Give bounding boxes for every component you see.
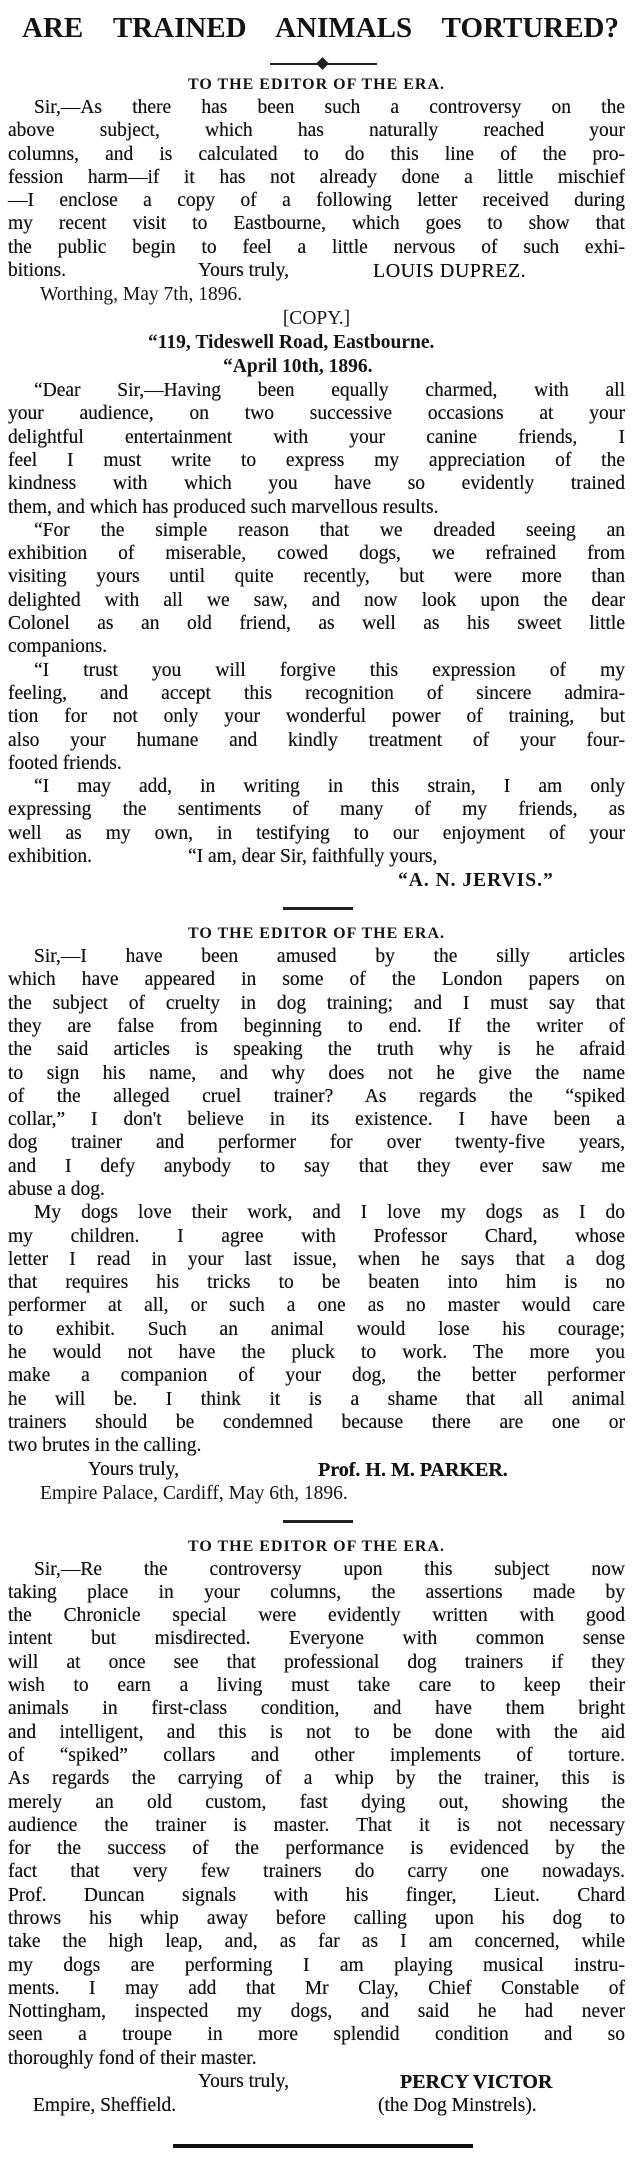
signature-part: Yours truly, (198, 2071, 290, 2093)
text-line: taking place in your columns, the assertions made by (8, 1581, 625, 1603)
text-line: merely an old custom, fast dying out, showing the (8, 1791, 625, 1813)
text-line: the public begin to feel a little nervous of such exhi- (8, 236, 625, 258)
signature-part: “I am, dear Sir, faithfully yours, (188, 846, 438, 868)
text-line: feeling, and accept this recognition of sincere admira- (8, 682, 625, 704)
text-line: As regards the carrying of a whip by the trainer, this is (8, 1768, 625, 1790)
text-line: will at once see that professional dog trainers if they (8, 1651, 625, 1673)
signature-row (8, 2070, 625, 2094)
text-line: also your humane and kindly treatment of your four- (8, 729, 625, 751)
text-line: delightful entertainment with your canine friends, I (8, 426, 625, 448)
text-line: tion for not only your wonderful power of training, but (8, 706, 625, 728)
text-line: trainers should be condemned because there are one or (8, 1411, 625, 1433)
text-line: dog trainer and performer for over twenty-five years, (8, 1132, 625, 1154)
text-line: he would not have the pluck to work. The more you (8, 1342, 625, 1364)
text-line: letter I read in your last issue, when he says that a dog (8, 1248, 625, 1270)
text-line: make a companion of your dog, the better performer (8, 1365, 625, 1387)
section-divider (8, 1506, 625, 1536)
text-line: fact that very few trainers do carry one nowadays. (8, 1861, 625, 1883)
text-line: wish to earn a living must take care to keep their (8, 1675, 625, 1697)
text-line: “For the simple reason that we dreaded seeing an (34, 519, 625, 541)
text-line: to exhibit. Such an animal would lose his courage; (8, 1318, 625, 1340)
text-line: my recent visit to Eastbourne, which goes to show that (8, 213, 625, 235)
text-line: he will be. I think it is a shame that all animal (8, 1388, 625, 1410)
text-line: “I trust you will forgive this expression of my (34, 659, 625, 681)
text-line: feel I must write to express my appreciation of the (8, 449, 625, 471)
paragraph (8, 1201, 625, 1457)
text-line: abuse a dog. (8, 1178, 105, 1200)
text-line: above subject, which has naturally reached your (8, 120, 625, 142)
text-line: to sign his name, and why does not he give the name (8, 1062, 625, 1084)
text-line: seen a troupe in more splendid condition and so (8, 2024, 625, 2046)
signature-part: LOUIS DUPREZ. (373, 260, 527, 283)
text-line: My dogs love their work, and I love my dogs as I do (34, 1202, 625, 1224)
text-line: the Chronicle special were evidently written with good (8, 1605, 625, 1627)
signature-row (8, 1458, 625, 1482)
text-line: them, and which has produced such marvellous results. (8, 496, 439, 518)
text-line: “I may add, in writing in this strain, I am only (34, 776, 625, 798)
text-line: throws his whip away before calling upon his dog to (8, 1908, 625, 1929)
copy-label: [COPY.] (282, 308, 351, 330)
text-line: Sir,—I have been amused by the silly articles (34, 946, 625, 968)
letter-heading: TO THE EDITOR OF THE ERA. (187, 925, 446, 943)
signature-part: exhibition. (8, 846, 92, 868)
text-line: my dogs are performing I am playing musical instru- (8, 1954, 625, 1976)
text-line: they are false from beginning to end. If the writer of (8, 1015, 625, 1037)
paragraph (8, 519, 625, 659)
letter-heading: TO THE EDITOR OF THE ERA. (187, 1537, 446, 1555)
signature-row (8, 845, 625, 869)
newspaper-clipping (8, 0, 625, 2148)
letter-heading: TO THE EDITOR OF THE ERA. (187, 76, 446, 93)
signature-row (8, 259, 625, 283)
text-line: animals in first-class condition, and have them bright (8, 1698, 625, 1720)
text-line: collar,” I don't believe in its existence. I have been a (8, 1109, 625, 1131)
text-line: “Dear Sir,—Having been equally charmed, with all (34, 380, 625, 402)
letter-signature: “A. N. JERVIS.” (398, 870, 554, 892)
text-line: ments. I may add that Mr Clay, Chief Constable of (8, 1977, 625, 1999)
text-line: which have appeared in some of the London papers on (8, 969, 625, 991)
text-line: exhibition of miserable, cowed dogs, we refrained from (8, 543, 625, 565)
text-line: take the high leap, and, as far as I am concerned, while (8, 1931, 625, 1953)
text-line: the subject of cruelty in dog training; and I must say that (8, 992, 625, 1014)
text-line: audience the trainer is master. That it is not necessary (8, 1814, 625, 1836)
text-line: and intelligent, and this is not to be done with the aid (8, 1721, 625, 1743)
text-line: my children. I agree with Professor Chard, whose (8, 1225, 625, 1247)
text-line: of “spiked” collars and other implements of torture. (8, 1744, 625, 1766)
section-divider (8, 2118, 625, 2148)
section-divider (8, 893, 625, 923)
text-line: delighted with all we saw, and now look upon the dear (8, 589, 625, 611)
text-line: Colonel as an old friend, as well as his sweet little (8, 613, 625, 635)
text-line: the said articles is speaking the truth why is he afraid (8, 1039, 625, 1061)
text-line: performer at all, or such a one as no master would care (8, 1295, 625, 1317)
text-line: Nottingham, inspected my dogs, and said he had never (8, 2001, 625, 2023)
text-line: fession harm—if it has not already done a little mischief (8, 166, 625, 188)
text-line: intent but misdirected. Everyone with common sense (8, 1628, 625, 1650)
text-line: Sir,—Re the controversy upon this subject now (34, 1558, 625, 1580)
text-line: two brutes in the calling. (8, 1435, 202, 1457)
letter-address: “119, Tideswell Road, Eastbourne. (148, 332, 435, 354)
signature-part: PERCY VICTOR (400, 2071, 553, 2094)
paragraph (8, 775, 625, 845)
paragraph (8, 945, 625, 1201)
text-line: of the alleged cruel trainer? As regards the “spiked (8, 1085, 625, 1107)
paragraph (8, 659, 625, 775)
signature-part: Yours truly, (198, 260, 290, 282)
signature-part: Prof. H. M. PARKER. (318, 1458, 508, 1481)
signature-part: Empire, Sheffield. (33, 2095, 177, 2117)
text-line: and I defy anybody to say that they ever saw me (8, 1155, 625, 1177)
signature-part: bitions. (8, 260, 66, 282)
signature-part: (the Dog Minstrels). (378, 2095, 537, 2117)
signature-part: Yours truly, (88, 1458, 180, 1480)
text-line: well as my own, in testifying to our enjoyment of your (8, 822, 625, 844)
ornament-divider (8, 56, 625, 74)
text-line: Sir,—As there has been such a controversy on the (34, 97, 625, 118)
paragraph (8, 1558, 625, 2071)
text-line: columns, and is calculated to do this line of the pro- (8, 143, 625, 165)
text-line: kindness with which you have so evidently trained (8, 473, 625, 495)
text-line: —I enclose a copy of a following letter received during (8, 190, 625, 212)
letter-date: “April 10th, 1896. (223, 356, 373, 378)
signature-row (8, 2094, 625, 2118)
text-line: visiting yours until quite recently, but were more than (8, 566, 625, 588)
text-line: your audience, on two successive occasions at your (8, 403, 625, 425)
article-body (8, 56, 625, 2148)
dateline: Empire Palace, Cardiff, May 6th, 1896. (40, 1482, 348, 1504)
paragraph (8, 96, 625, 259)
text-line: expressing the sentiments of many of my friends, as (8, 799, 625, 821)
text-line: for the success of the performance is evidenced by the (8, 1838, 625, 1860)
text-line: Prof. Duncan signals with his finger, Lieut. Chard (8, 1884, 625, 1906)
text-line: companions. (8, 636, 108, 658)
text-line: footed friends. (8, 752, 122, 774)
text-line: that requires his tricks to be beaten into him is no (8, 1272, 625, 1294)
paragraph (8, 379, 625, 519)
dateline: Worthing, May 7th, 1896. (40, 284, 243, 306)
text-line: thoroughly fond of their master. (8, 2047, 257, 2069)
article-title: ARE TRAINED ANIMALS TORTURED? (22, 12, 619, 44)
